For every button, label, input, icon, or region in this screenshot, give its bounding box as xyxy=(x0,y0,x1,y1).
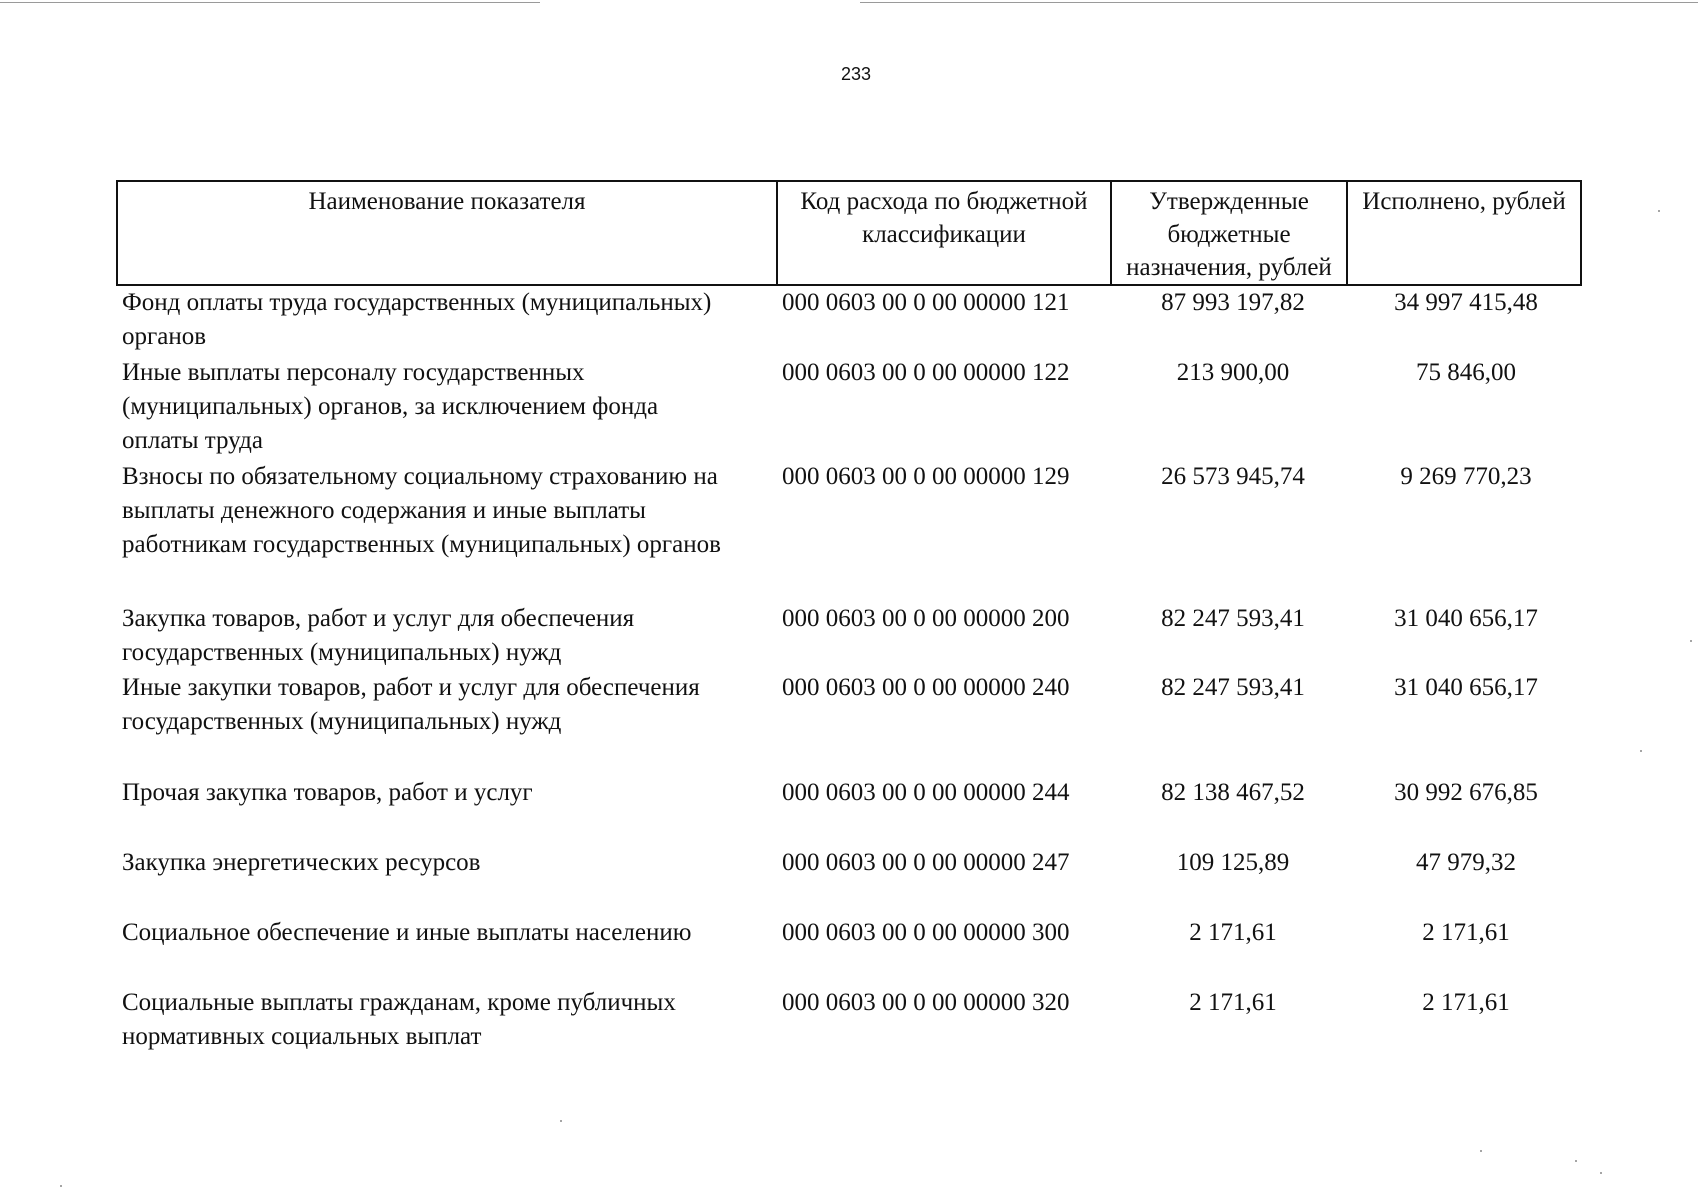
header-executed: Исполнено, рублей xyxy=(1346,182,1580,284)
row-approved: 109 125,89 xyxy=(1176,849,1290,876)
row-name: Иные закупки товаров, работ и услуг для обеспечения государственных (муниципальных) нужд xyxy=(122,674,700,735)
scan-speck xyxy=(1658,210,1660,212)
row-name: Взносы по обязательному социальному страхованию на выплаты денежного содержания и иные выплаты работникам государственных (муниципальных) органов xyxy=(122,463,721,558)
row-approved: 82 247 593,41 xyxy=(1161,605,1305,632)
page-number: 233 xyxy=(840,64,872,84)
row-name: Иные выплаты персоналу государственных (муниципальных) органов, за исключением фонда оплаты труда xyxy=(122,359,659,454)
row-approved: 82 247 593,41 xyxy=(1161,674,1305,701)
scan-edge-line xyxy=(860,2,1698,3)
row-executed: 30 992 676,85 xyxy=(1394,779,1538,806)
row-code: 000 0603 00 0 00 00000 121 xyxy=(782,289,1070,316)
row-code: 000 0603 00 0 00 00000 129 xyxy=(782,463,1070,490)
scan-speck xyxy=(1690,640,1692,642)
row-code: 000 0603 00 0 00 00000 122 xyxy=(782,359,1070,386)
row-name: Прочая закупка товаров, работ и услуг xyxy=(122,779,533,806)
scan-speck xyxy=(1480,1150,1482,1152)
row-executed: 75 846,00 xyxy=(1416,359,1516,386)
scan-speck xyxy=(1575,1160,1577,1162)
row-executed: 2 171,61 xyxy=(1422,989,1510,1016)
row-name: Закупка товаров, работ и услуг для обеспечения государственных (муниципальных) нужд xyxy=(122,605,635,666)
row-name: Социальное обеспечение и иные выплаты населению xyxy=(122,919,692,946)
row-executed: 31 040 656,17 xyxy=(1394,674,1538,701)
row-name: Социальные выплаты гражданам, кроме публичных нормативных социальных выплат xyxy=(122,989,676,1050)
scan-speck xyxy=(560,1120,562,1122)
row-code: 000 0603 00 0 00 00000 320 xyxy=(782,989,1070,1016)
scan-edge-line xyxy=(0,2,540,3)
row-approved: 2 171,61 xyxy=(1189,989,1277,1016)
row-name: Закупка энергетических ресурсов xyxy=(122,849,481,876)
row-executed: 9 269 770,23 xyxy=(1400,463,1532,490)
row-executed: 47 979,32 xyxy=(1416,849,1516,876)
scan-speck xyxy=(1640,750,1642,752)
row-code: 000 0603 00 0 00 00000 200 xyxy=(782,605,1070,632)
row-code: 000 0603 00 0 00 00000 300 xyxy=(782,919,1070,946)
header-name: Наименование показателя xyxy=(308,188,586,215)
scan-speck xyxy=(1600,1172,1602,1174)
row-executed: 34 997 415,48 xyxy=(1394,289,1538,316)
row-approved: 2 171,61 xyxy=(1189,919,1277,946)
row-executed: 31 040 656,17 xyxy=(1394,605,1538,632)
header-approved: Утвержденные бюджетные назначения, рублей xyxy=(1110,182,1346,284)
row-code: 000 0603 00 0 00 00000 240 xyxy=(782,674,1070,701)
row-code: 000 0603 00 0 00 00000 244 xyxy=(782,779,1070,806)
row-approved: 213 900,00 xyxy=(1176,359,1290,386)
row-name: Фонд оплаты труда государственных (муниципальных) органов xyxy=(122,289,712,350)
table-header xyxy=(116,180,1582,286)
row-executed: 2 171,61 xyxy=(1422,919,1510,946)
scan-speck xyxy=(60,1185,62,1187)
row-approved: 82 138 467,52 xyxy=(1161,779,1305,806)
row-approved: 87 993 197,82 xyxy=(1161,289,1305,316)
header-code: Код расхода по бюджетной классификации xyxy=(776,182,1110,284)
row-code: 000 0603 00 0 00 00000 247 xyxy=(782,849,1070,876)
row-approved: 26 573 945,74 xyxy=(1161,463,1305,490)
